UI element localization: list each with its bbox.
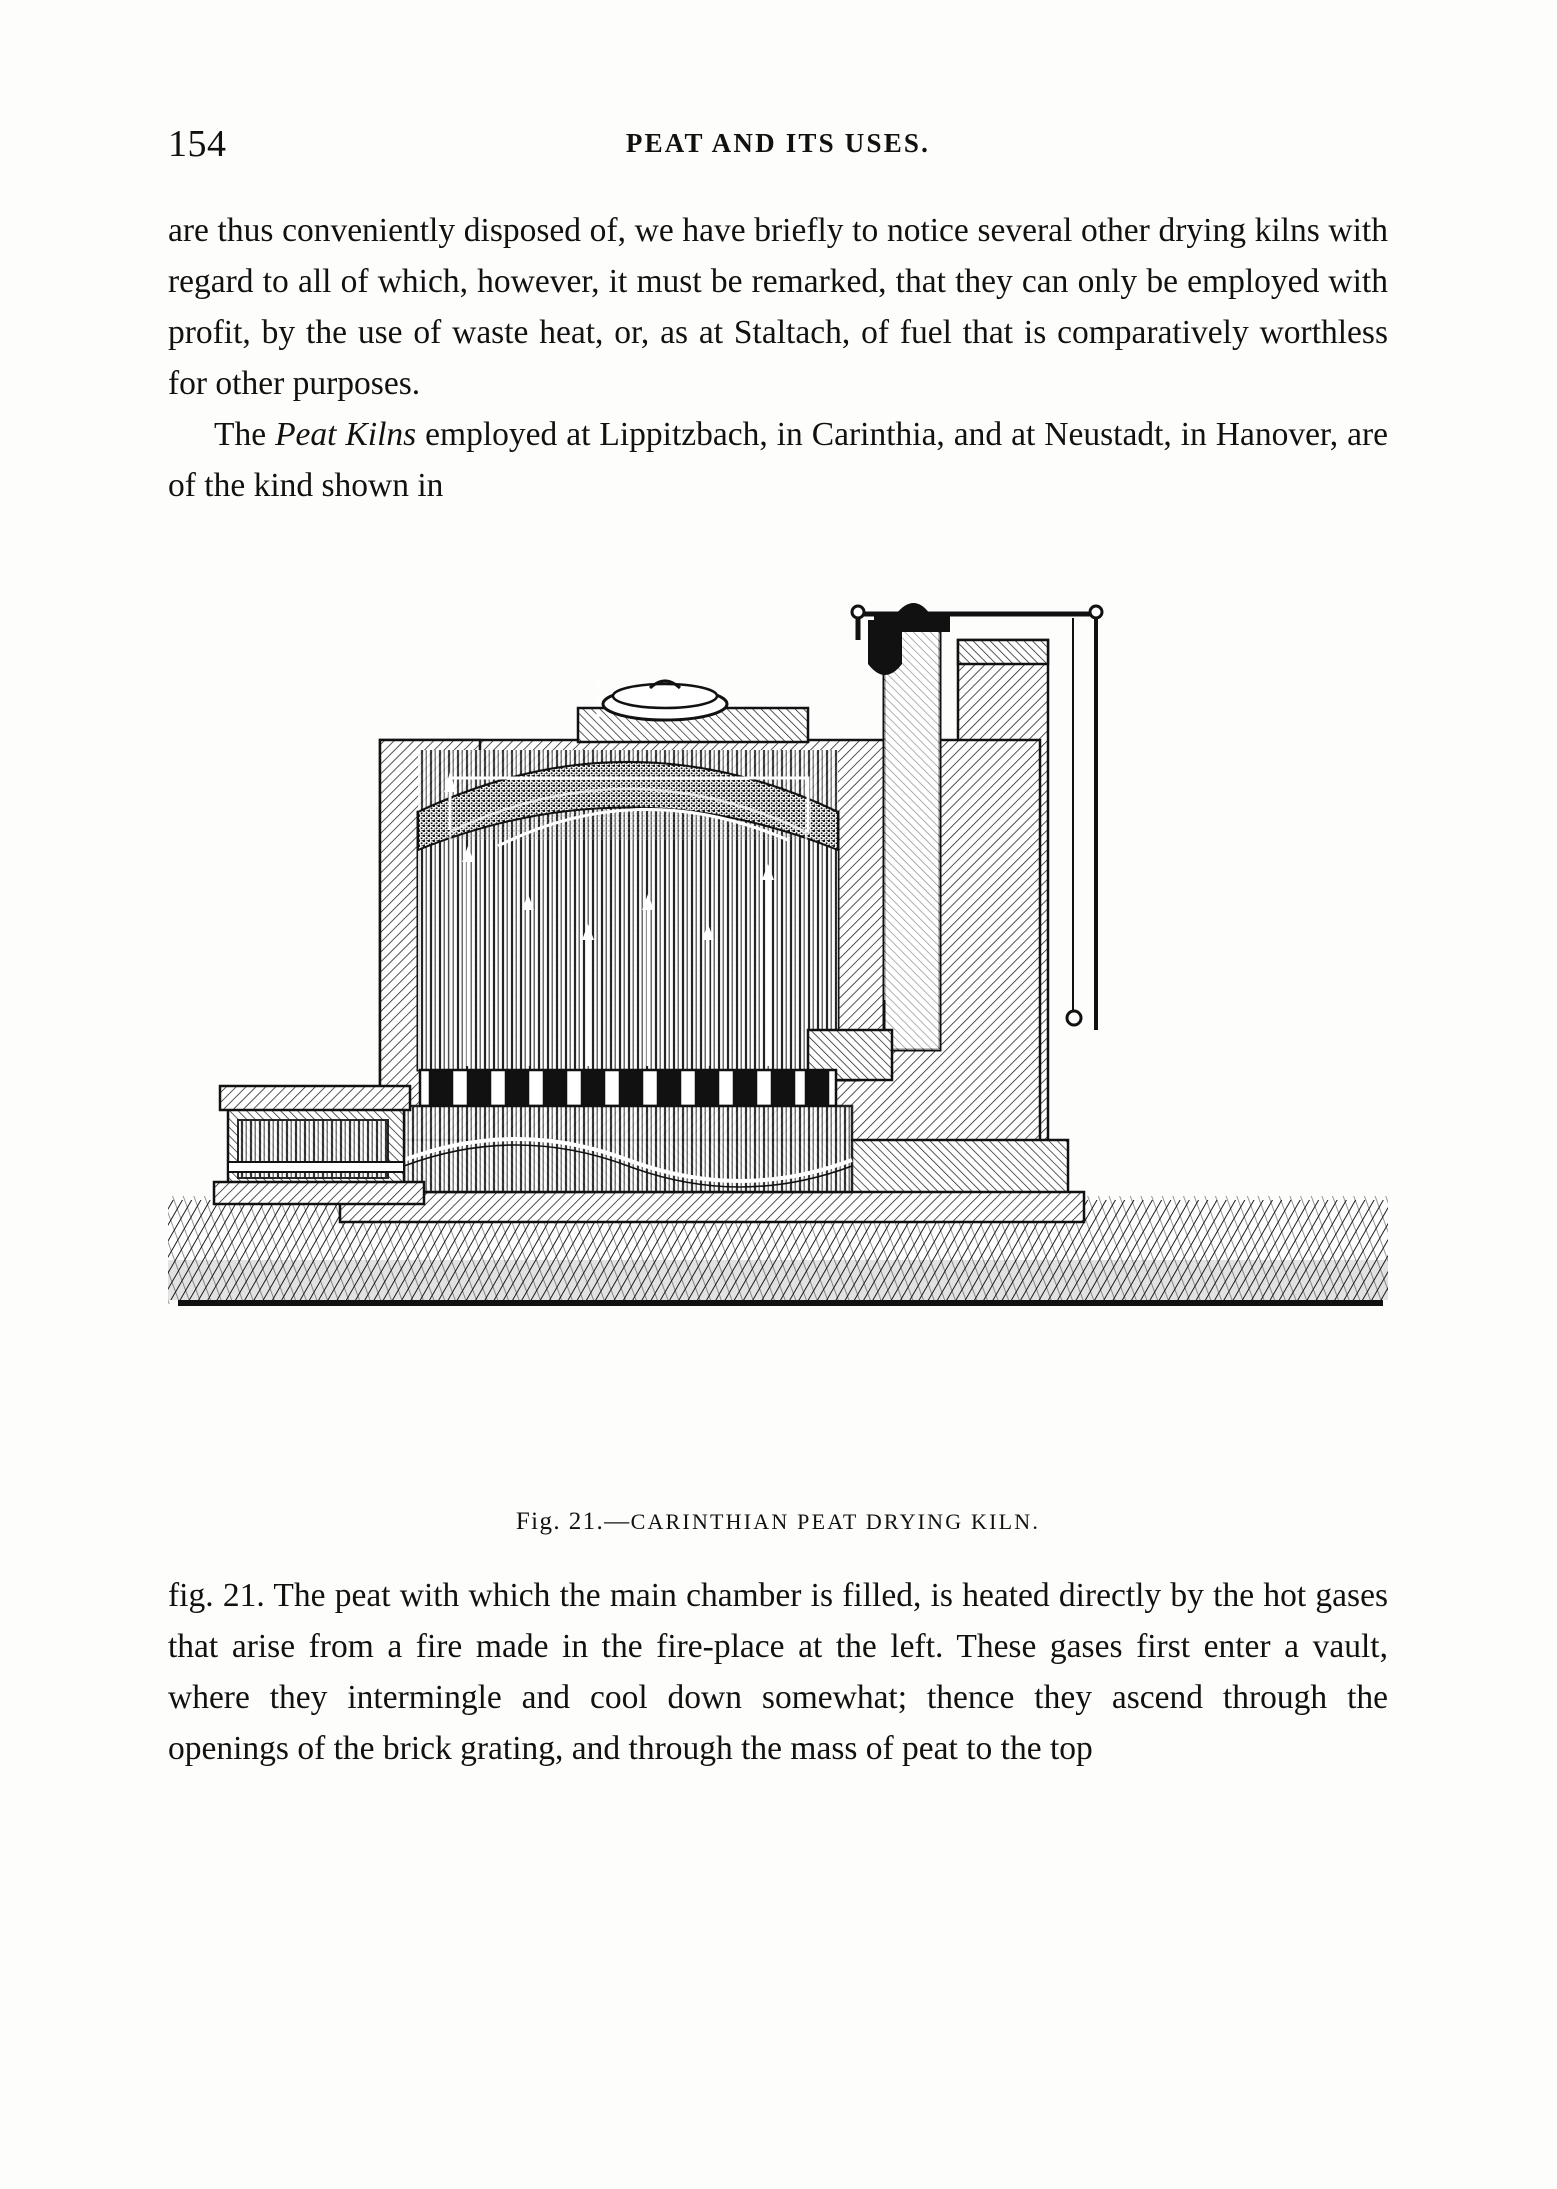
figure-caption bbox=[168, 1508, 1388, 1536]
kiln-top-lid bbox=[578, 681, 808, 742]
paragraph-2-lead: The bbox=[214, 416, 276, 453]
peat-kilns-italic: Peat Kilns bbox=[275, 416, 417, 453]
running-head: PEAT AND ITS USES. bbox=[625, 128, 931, 158]
paragraph-1: are thus conveniently disposed of, we have briefly to notice several other drying kilns with regard to all of which, however, it must be remarked, that they can only be employed with profit, by the use of waste heat, or, as at Staltach, of fuel that is comparatively worthless for other purposes. bbox=[168, 212, 1388, 402]
paragraph-3: fig. 21. The peat with which the main chamber is filled, is heated directly by the hot gases that arise from a fire made in the fire-place at the left. These gases first enter a vault, where they intermingle and cool down somewhat; thence they ascend through the openings of the brick grating, and through the mass of peat to the top bbox=[168, 1577, 1388, 1767]
figure-caption-number: Fig. 21.— bbox=[515, 1508, 631, 1535]
figure-caption-title: CARINTHIAN PEAT DRYING KILN. bbox=[630, 1509, 1041, 1534]
page-number: 154 bbox=[168, 123, 227, 165]
brick-grating bbox=[420, 1070, 836, 1106]
paragraph-2 bbox=[168, 409, 1388, 511]
paragraph-2-tail: employed at Lippitzbach, in Carinthia, and at Neustadt, in Hanover, are of the kind shown in bbox=[168, 416, 1388, 504]
fire-place bbox=[214, 1086, 424, 1204]
body-text-bottom bbox=[168, 1570, 1388, 1774]
page-header bbox=[168, 122, 1388, 166]
figure-21 bbox=[168, 600, 1388, 1536]
figure-illustration bbox=[168, 600, 1388, 1500]
vault-and-flues bbox=[404, 1106, 852, 1192]
peat-kiln-engraving bbox=[168, 600, 1388, 1500]
body-text-top bbox=[168, 205, 1388, 511]
peat-chamber bbox=[418, 750, 838, 1080]
